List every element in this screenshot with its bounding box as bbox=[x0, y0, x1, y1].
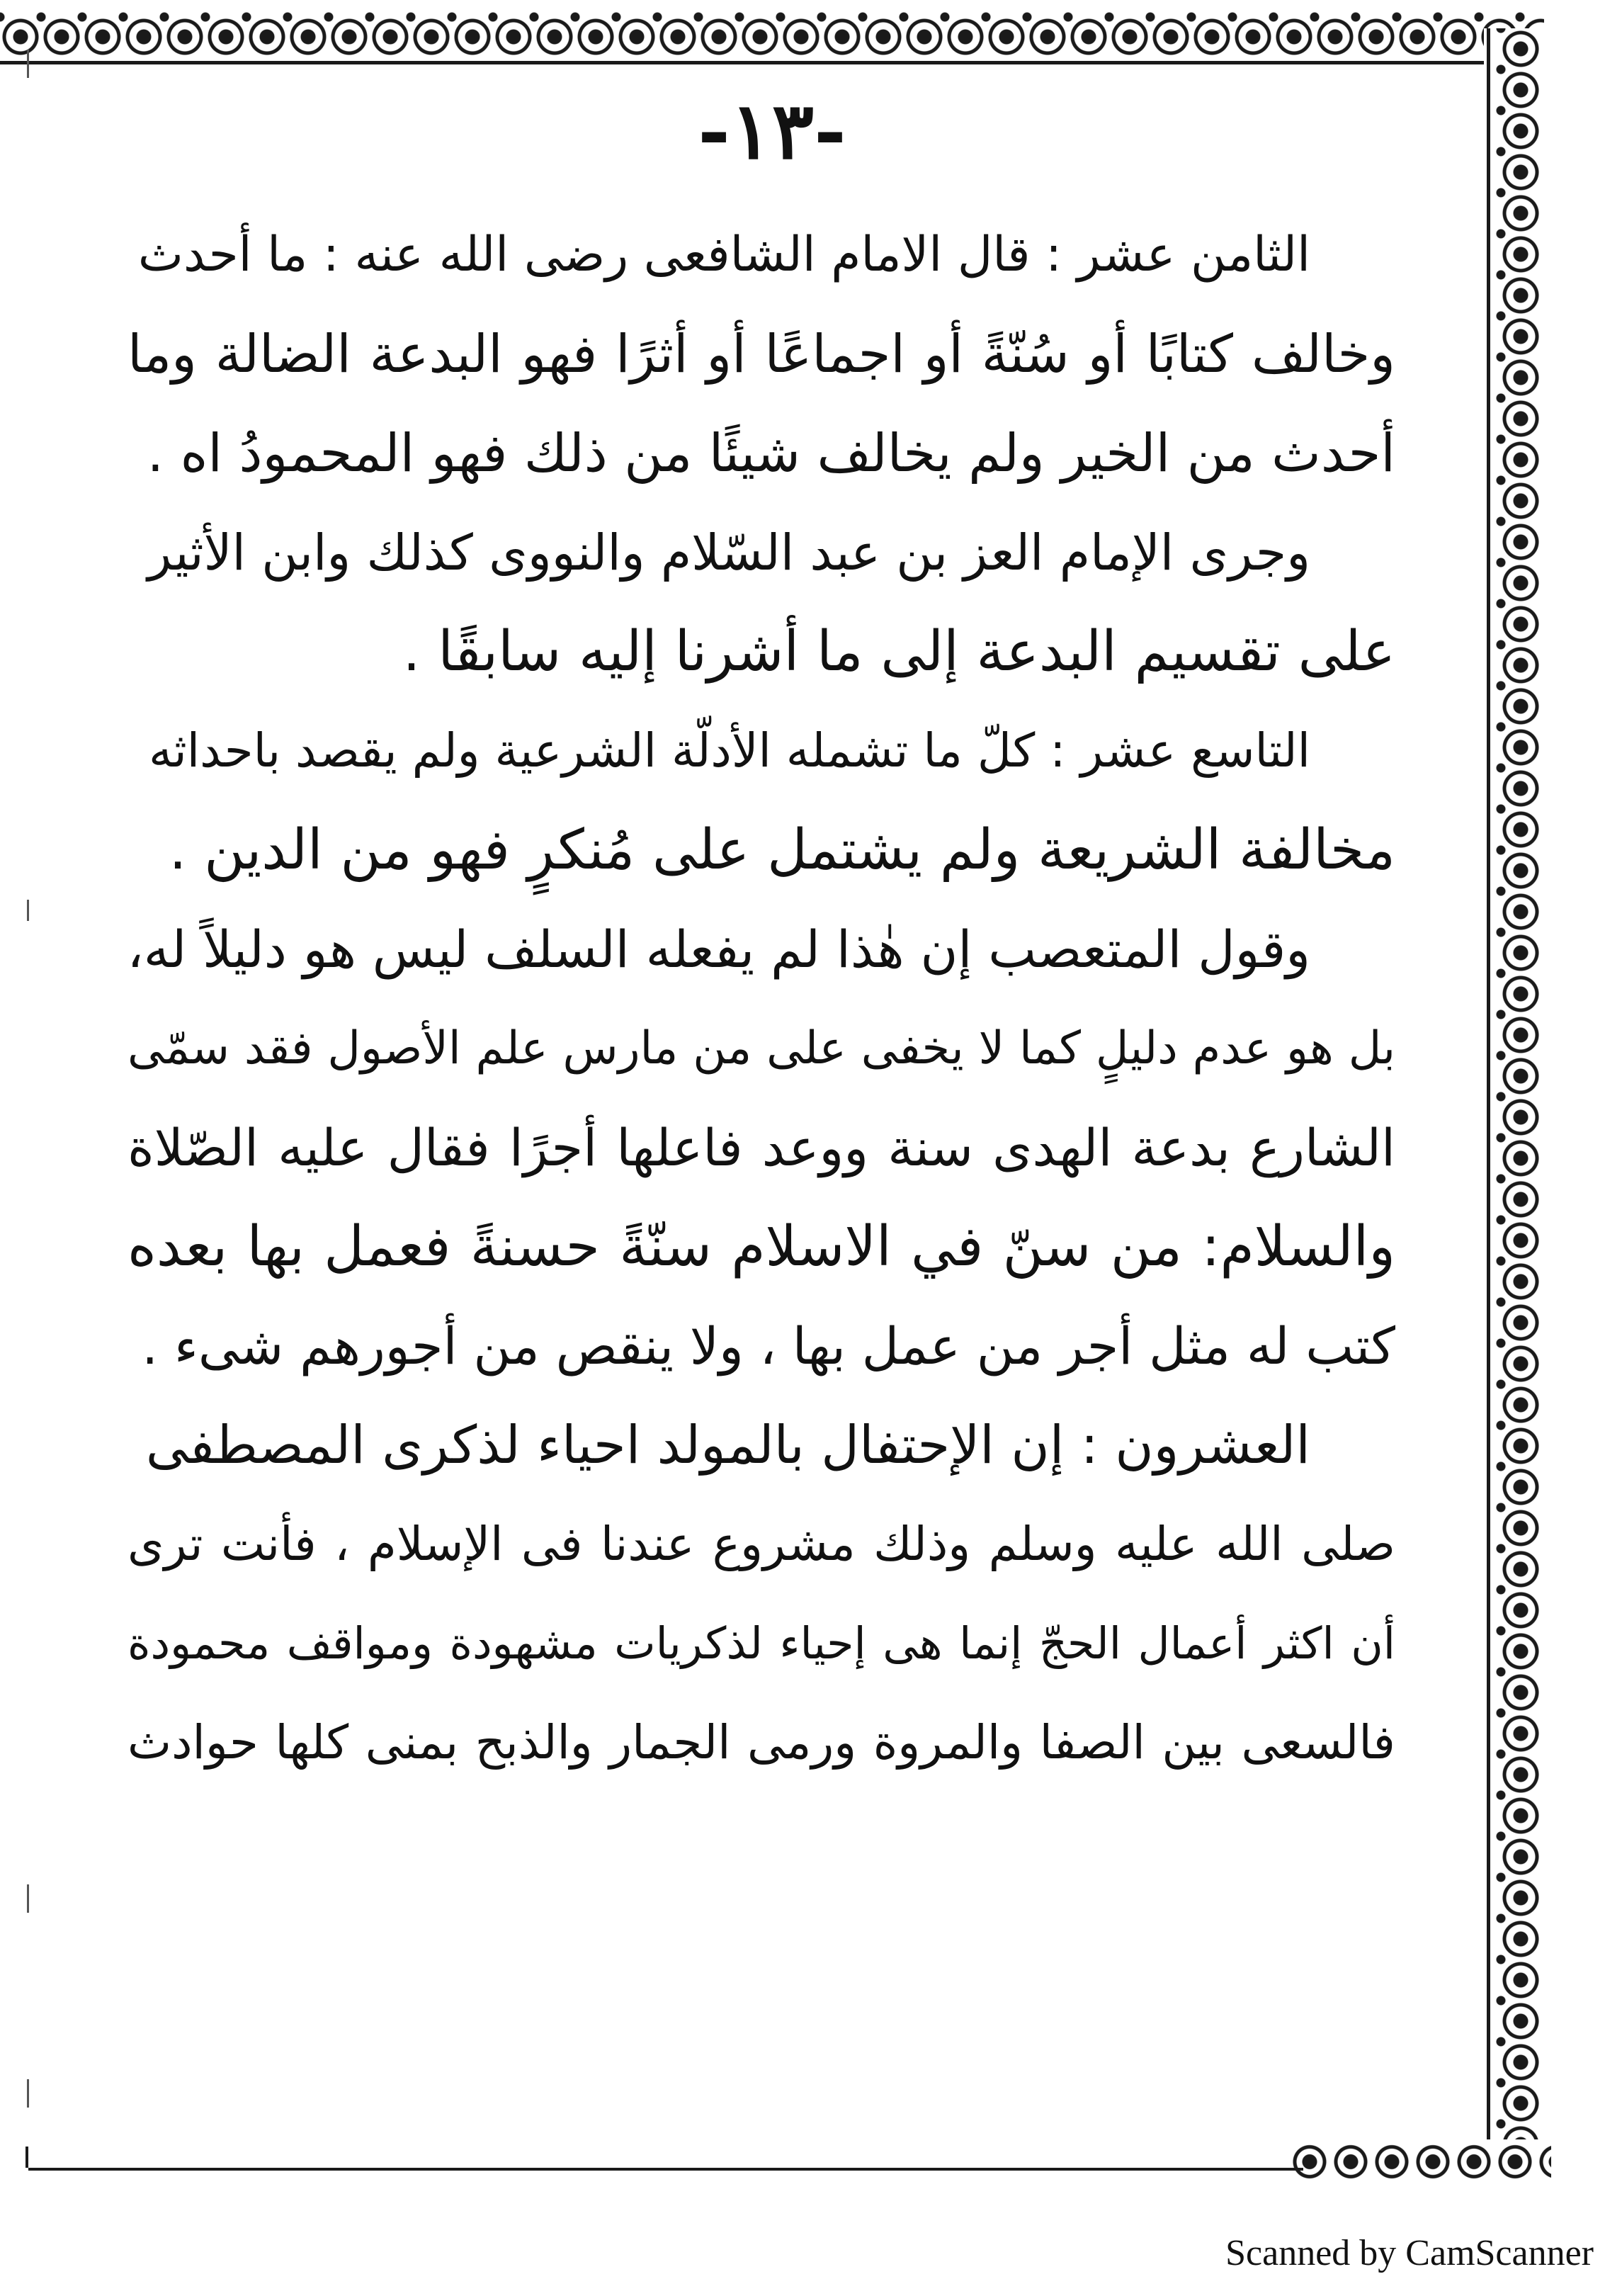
text-line: فالسعى بين الصفا والمروة ورمى الجمار والذبح بمنى كلها حوادث bbox=[127, 1715, 1395, 1770]
scan-edge-mark bbox=[27, 2079, 29, 2108]
text-line: العشرون : إن الإحتفال بالمولد احياء لذكرى المصطفى bbox=[145, 1415, 1310, 1476]
scan-corner-mark bbox=[25, 2147, 28, 2168]
text-line: الشارع بدعة الهدى سنة ووعد فاعلها أجرًا فقال عليه الصّلاة bbox=[127, 1118, 1395, 1177]
ornamental-border-top bbox=[0, 0, 1544, 67]
body-text bbox=[127, 205, 1395, 1792]
text-line: بل هو عدم دليلٍ كما لا يخفى على من مارس علم الأصول فقد سمّى bbox=[127, 1022, 1395, 1075]
bottom-border-line bbox=[28, 2168, 1303, 2171]
text-line: وقول المتعصب إن هٰذا لم يفعله السلف ليس هو دليلاً له، bbox=[127, 920, 1310, 979]
text-line: والسلام: من سنّ في الاسلام سنّةً حسنةً فعمل بها بعده bbox=[127, 1215, 1395, 1279]
ornamental-border-bottom bbox=[1289, 2139, 1551, 2189]
text-line: الثامن عشر : قال الامام الشافعى رضى الله عنه : ما أحدث bbox=[137, 227, 1310, 283]
text-line: على تقسيم البدعة إلى ما أشرنا إليه سابقًا . bbox=[402, 620, 1395, 684]
text-line: أن اكثر أعمال الحجّ إنما هى إحياء لذكريات مشهودة ومواقف محمودة bbox=[127, 1617, 1395, 1669]
text-line: التاسع عشر : كلّ ما تشمله الأدلّة الشرعية ولم يقصد باحداثه bbox=[149, 723, 1310, 778]
text-line: صلى الله عليه وسلم وذلك مشروع عندنا فى الإسلام ، فأنت ترى bbox=[127, 1517, 1395, 1571]
scan-edge-mark bbox=[27, 900, 29, 921]
text-line: وجرى الإمام العز بن عبد السّلام والنووى كذلك وابن الأثير bbox=[147, 524, 1310, 582]
scan-edge-mark bbox=[27, 1884, 29, 1913]
scan-edge-mark bbox=[27, 50, 29, 78]
scanner-watermark: Scanned by CamScanner bbox=[1225, 2233, 1594, 2273]
page-number: -١٣- bbox=[698, 85, 846, 176]
text-line: مخالفة الشريعة ولم يشتمل على مُنكرٍ فهو من الدين . bbox=[169, 818, 1395, 882]
text-line: وخالف كتابًا أو سُنّةً أو اجماعًا أو أثرًا فهو البدعة الضالة وما bbox=[127, 324, 1395, 385]
text-line: أحدث من الخير ولم يخالف شيئًا من ذلك فهو المحمودُ اه . bbox=[147, 423, 1395, 484]
text-line: كتب له مثل أجر من عمل بها ، ولا ينقص من أجورهم شىء . bbox=[142, 1316, 1395, 1376]
ornamental-border-right bbox=[1484, 28, 1551, 2147]
